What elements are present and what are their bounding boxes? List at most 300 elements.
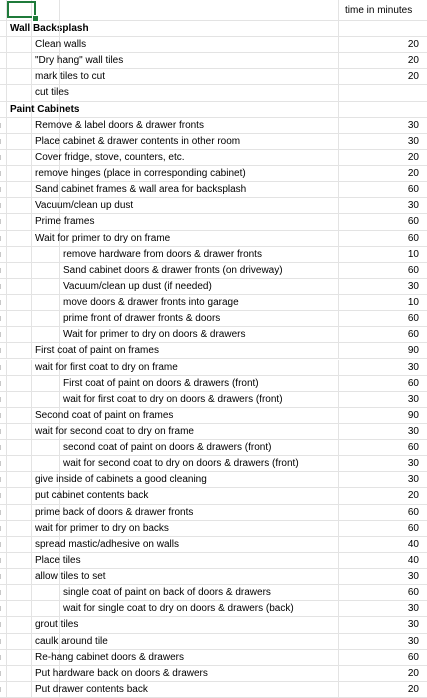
cell[interactable] [60, 0, 339, 20]
row-edge-mark [0, 348, 4, 353]
task-row [0, 456, 427, 472]
cell[interactable] [7, 198, 32, 213]
cell[interactable] [60, 327, 339, 342]
cell[interactable] [32, 37, 87, 52]
task-row [0, 650, 427, 666]
cell[interactable] [7, 166, 32, 181]
cell[interactable] [7, 37, 32, 52]
time-cell[interactable]: 30 [407, 135, 419, 147]
cell[interactable] [0, 553, 7, 568]
task-label: Place cabinet & drawer contents in other room [35, 135, 241, 147]
cell[interactable] [0, 118, 7, 133]
time-cell[interactable] [339, 85, 427, 100]
cell[interactable] [0, 198, 7, 213]
section-header-row [0, 102, 427, 118]
task-row [0, 634, 427, 650]
cell[interactable] [7, 424, 32, 439]
time-cell[interactable]: 20 [407, 667, 419, 679]
cell[interactable] [0, 424, 7, 439]
row-edge-mark [0, 526, 4, 531]
cell[interactable] [60, 102, 339, 117]
task-row [0, 134, 427, 150]
cell[interactable] [32, 295, 60, 310]
cell[interactable] [32, 166, 246, 181]
row-edge-mark [0, 413, 4, 418]
task-label: put cabinet contents back [35, 490, 149, 502]
time-cell[interactable]: 20 [407, 39, 419, 51]
time-cell[interactable]: 30 [407, 361, 419, 373]
cell[interactable] [60, 118, 339, 133]
cell[interactable] [60, 295, 339, 310]
time-cell[interactable]: 30 [407, 425, 419, 437]
task-row [0, 472, 427, 488]
cell[interactable] [7, 214, 32, 229]
cell[interactable] [32, 488, 149, 503]
cell[interactable] [0, 569, 7, 584]
task-row [0, 392, 427, 408]
task-row [0, 376, 427, 392]
cell[interactable] [0, 601, 7, 616]
cell[interactable] [32, 198, 134, 213]
cell[interactable] [60, 134, 339, 149]
cell[interactable] [7, 134, 32, 149]
cell[interactable] [7, 617, 32, 632]
row-edge-mark [0, 558, 4, 563]
time-cell[interactable]: 60 [407, 651, 419, 663]
cell[interactable] [0, 682, 7, 697]
cell[interactable] [32, 343, 159, 358]
cell[interactable] [32, 69, 106, 84]
row-edge-mark [0, 187, 4, 192]
row-edge-mark [0, 300, 4, 305]
cell[interactable] [0, 214, 7, 229]
cell[interactable] [0, 440, 7, 455]
task-label: First coat of paint on frames [35, 345, 159, 357]
cell[interactable] [0, 263, 7, 278]
time-cell[interactable]: 60 [407, 522, 419, 534]
cell[interactable] [32, 537, 179, 552]
cell[interactable] [7, 408, 32, 423]
task-row [0, 118, 427, 134]
cell[interactable] [60, 214, 339, 229]
cell[interactable] [0, 279, 7, 294]
time-cell[interactable]: 30 [407, 458, 419, 470]
time-cell[interactable]: 30 [407, 119, 419, 131]
cell[interactable] [60, 360, 339, 375]
task-label: wait for first coat to dry on doors & drawers (front) [63, 393, 283, 405]
cell[interactable] [60, 150, 339, 165]
cell[interactable] [7, 569, 32, 584]
time-cell[interactable]: 30 [407, 393, 419, 405]
cell[interactable] [7, 311, 32, 326]
cell[interactable] [60, 440, 339, 455]
row-edge-mark [0, 219, 4, 224]
time-column-header[interactable]: time in minutes [345, 5, 413, 16]
task-label: mark tiles to cut [35, 71, 106, 83]
cell[interactable] [32, 263, 60, 278]
cell[interactable] [32, 327, 60, 342]
time-cell[interactable]: 40 [407, 554, 419, 566]
cell[interactable] [7, 601, 32, 616]
row-edge-mark [0, 268, 4, 273]
cell[interactable] [0, 0, 7, 20]
cell[interactable] [0, 488, 7, 503]
time-cell[interactable]: 20 [407, 490, 419, 502]
task-label: Vacuum/clean up dust [35, 200, 134, 212]
cell[interactable] [0, 150, 7, 165]
cell[interactable] [32, 601, 60, 616]
task-row [0, 150, 427, 166]
cell[interactable] [60, 650, 339, 665]
cell[interactable] [0, 69, 7, 84]
time-cell[interactable]: 40 [407, 538, 419, 550]
cell[interactable] [60, 376, 339, 391]
cell[interactable] [0, 666, 7, 681]
cell[interactable] [32, 424, 194, 439]
cell[interactable] [7, 537, 32, 552]
cell[interactable] [60, 53, 339, 68]
cell[interactable] [60, 424, 339, 439]
task-label: Vacuum/clean up dust (if needed) [63, 280, 212, 292]
time-cell[interactable]: 20 [407, 55, 419, 67]
cell[interactable] [0, 21, 7, 36]
cell[interactable] [7, 360, 32, 375]
cell[interactable] [60, 488, 339, 503]
task-row [0, 360, 427, 376]
cell[interactable] [7, 392, 32, 407]
cell[interactable] [60, 166, 339, 181]
time-cell[interactable]: 30 [407, 280, 419, 292]
cell[interactable] [32, 231, 171, 246]
time-cell[interactable]: 10 [407, 297, 419, 309]
cell[interactable] [32, 85, 69, 100]
cell[interactable] [0, 585, 7, 600]
cell[interactable] [7, 182, 32, 197]
cell[interactable] [0, 617, 7, 632]
cell[interactable] [7, 343, 32, 358]
task-row [0, 666, 427, 682]
row-edge-mark [0, 655, 4, 660]
cell[interactable] [32, 505, 194, 520]
cell[interactable] [7, 150, 32, 165]
row-edge-mark [0, 606, 4, 611]
time-cell[interactable]: 60 [407, 264, 419, 276]
row-edge-mark [0, 316, 4, 321]
cell[interactable] [0, 166, 7, 181]
task-label: grout tiles [35, 619, 79, 631]
cell[interactable] [0, 537, 7, 552]
cell[interactable] [32, 617, 79, 632]
cell[interactable] [7, 53, 32, 68]
cell[interactable] [32, 53, 124, 68]
cell[interactable] [32, 408, 174, 423]
task-label: Cover fridge, stove, counters, etc. [35, 151, 185, 163]
cell[interactable] [7, 231, 32, 246]
cell[interactable] [32, 521, 169, 536]
cell[interactable] [60, 69, 339, 84]
cell[interactable] [7, 85, 32, 100]
time-cell[interactable]: 20 [407, 71, 419, 83]
cell[interactable] [0, 376, 7, 391]
cell[interactable] [7, 650, 32, 665]
cell[interactable] [0, 102, 7, 117]
cell[interactable] [60, 537, 339, 552]
section-title: Paint Cabinets [10, 103, 80, 115]
cell[interactable] [7, 521, 32, 536]
cell[interactable] [32, 585, 60, 600]
cell[interactable] [60, 392, 339, 407]
task-row [0, 214, 427, 230]
cell[interactable] [60, 521, 339, 536]
cell[interactable] [0, 650, 7, 665]
cell[interactable] [0, 85, 7, 100]
task-row [0, 569, 427, 585]
cell[interactable] [60, 472, 339, 487]
cell[interactable] [0, 634, 7, 649]
task-row [0, 311, 427, 327]
time-cell[interactable]: 30 [407, 619, 419, 631]
cell[interactable] [0, 231, 7, 246]
time-cell[interactable]: 60 [407, 506, 419, 518]
cell[interactable] [7, 472, 32, 487]
task-label: remove hardware from doors & drawer fronts [63, 248, 262, 260]
task-row [0, 295, 427, 311]
cell[interactable] [60, 553, 339, 568]
task-row [0, 231, 427, 247]
time-cell[interactable]: 90 [407, 409, 419, 421]
row-edge-mark [0, 203, 4, 208]
time-cell[interactable]: 30 [407, 603, 419, 615]
task-row [0, 85, 427, 101]
cell[interactable] [32, 650, 184, 665]
row-edge-mark [0, 687, 4, 692]
task-label: Remove & label doors & drawer fronts [35, 119, 204, 131]
cell[interactable] [60, 263, 339, 278]
row-edge-mark [0, 461, 4, 466]
time-cell[interactable]: 30 [407, 635, 419, 647]
row-edge-mark [0, 671, 4, 676]
cell[interactable] [60, 21, 339, 36]
task-label: give inside of cabinets a good cleaning [35, 474, 207, 486]
cell[interactable] [32, 634, 108, 649]
time-cell[interactable]: 30 [407, 571, 419, 583]
cell[interactable] [60, 311, 339, 326]
task-label: "Dry hang" wall tiles [35, 55, 124, 67]
cell[interactable] [60, 585, 339, 600]
cell[interactable] [60, 37, 339, 52]
task-label: Put hardware back on doors & drawers [35, 667, 208, 679]
cell[interactable] [32, 682, 148, 697]
task-label: Wait for primer to dry on frame [35, 232, 171, 244]
task-row [0, 53, 427, 69]
cell[interactable] [7, 21, 89, 36]
row-edge-mark [0, 477, 4, 482]
cell[interactable] [32, 569, 106, 584]
cell[interactable] [0, 53, 7, 68]
cell[interactable] [7, 440, 32, 455]
cell[interactable] [7, 279, 32, 294]
cell[interactable] [32, 214, 95, 229]
cell[interactable] [32, 247, 60, 262]
cell[interactable] [7, 682, 32, 697]
task-label: Second coat of paint on frames [35, 409, 174, 421]
cell[interactable] [7, 376, 32, 391]
cell[interactable] [0, 327, 7, 342]
cell[interactable] [7, 666, 32, 681]
time-cell[interactable]: 60 [407, 377, 419, 389]
task-label: First coat of paint on doors & drawers (front) [63, 377, 259, 389]
cell[interactable] [0, 37, 7, 52]
cell[interactable] [0, 247, 7, 262]
row-edge-mark [0, 284, 4, 289]
cell[interactable] [32, 360, 178, 375]
cell[interactable] [60, 505, 339, 520]
time-cell[interactable]: 60 [407, 216, 419, 228]
task-label: second coat of paint on doors & drawers (front) [63, 442, 272, 454]
cell[interactable] [0, 456, 7, 471]
task-row [0, 37, 427, 53]
cell[interactable] [60, 456, 339, 471]
task-row [0, 585, 427, 601]
task-row [0, 617, 427, 633]
time-cell[interactable] [339, 21, 427, 36]
time-cell[interactable]: 60 [407, 329, 419, 341]
cell[interactable] [7, 505, 32, 520]
task-label: wait for second coat to dry on doors & drawers (front) [63, 458, 299, 470]
time-cell[interactable] [339, 102, 427, 117]
cell[interactable] [32, 553, 81, 568]
task-label: move doors & drawer fronts into garage [63, 297, 239, 309]
row-edge-mark [0, 155, 4, 160]
cell[interactable] [60, 85, 339, 100]
task-row [0, 263, 427, 279]
cell[interactable] [32, 666, 208, 681]
cell[interactable] [7, 553, 32, 568]
time-cell[interactable]: 60 [407, 587, 419, 599]
cell[interactable] [7, 247, 32, 262]
cell[interactable] [0, 521, 7, 536]
task-label: Place tiles [35, 554, 81, 566]
cell[interactable] [0, 343, 7, 358]
cell[interactable] [32, 118, 204, 133]
task-label: Sand cabinet frames & wall area for backsplash [35, 184, 247, 196]
time-cell[interactable]: 20 [407, 168, 419, 180]
cell[interactable] [32, 440, 60, 455]
cell[interactable] [32, 376, 60, 391]
cell[interactable] [0, 311, 7, 326]
cell[interactable] [7, 295, 32, 310]
cell[interactable] [60, 569, 339, 584]
cell[interactable] [32, 21, 60, 36]
cell[interactable] [32, 150, 185, 165]
cell[interactable] [60, 247, 339, 262]
task-label: Wait for primer to dry on doors & drawers [63, 329, 246, 341]
task-label: wait for first coat to dry on frame [35, 361, 178, 373]
time-cell[interactable]: 30 [407, 474, 419, 486]
task-label: Re-hang cabinet doors & drawers [35, 651, 184, 663]
cell[interactable] [60, 198, 339, 213]
cell[interactable] [32, 182, 247, 197]
cell[interactable] [7, 102, 80, 117]
cell[interactable] [32, 311, 60, 326]
task-row [0, 182, 427, 198]
row-edge-mark [0, 590, 4, 595]
cell[interactable] [7, 488, 32, 503]
cell[interactable] [7, 327, 32, 342]
cell[interactable] [60, 343, 339, 358]
cell[interactable] [7, 69, 32, 84]
task-row [0, 408, 427, 424]
task-row [0, 505, 427, 521]
cell[interactable] [0, 295, 7, 310]
task-label: prime back of doors & drawer fronts [35, 506, 194, 518]
row-edge-mark [0, 381, 4, 386]
time-cell[interactable]: 20 [407, 683, 419, 695]
cell[interactable] [32, 102, 60, 117]
row-edge-mark [0, 493, 4, 498]
row-edge-mark [0, 622, 4, 627]
cell[interactable] [0, 505, 7, 520]
cell[interactable] [0, 472, 7, 487]
cell[interactable] [0, 392, 7, 407]
cell[interactable] [0, 360, 7, 375]
cell[interactable] [7, 456, 32, 471]
cell[interactable] [32, 472, 207, 487]
cell[interactable] [7, 585, 32, 600]
time-cell[interactable]: 60 [407, 232, 419, 244]
task-row [0, 682, 427, 698]
cell[interactable] [60, 666, 339, 681]
row-edge-mark [0, 542, 4, 547]
cell[interactable] [7, 118, 32, 133]
fill-handle[interactable] [32, 15, 39, 22]
task-row [0, 327, 427, 343]
row-edge-mark [0, 252, 4, 257]
cell[interactable] [60, 601, 339, 616]
cell[interactable] [60, 408, 339, 423]
time-cell[interactable]: 90 [407, 345, 419, 357]
section-title: Wall Backsplash [10, 23, 89, 34]
cell[interactable] [7, 263, 32, 278]
cell[interactable] [0, 182, 7, 197]
task-row [0, 343, 427, 359]
cell[interactable] [32, 134, 241, 149]
task-row [0, 247, 427, 263]
time-cell[interactable]: 60 [407, 313, 419, 325]
time-cell[interactable]: 20 [407, 151, 419, 163]
time-cell[interactable]: 60 [407, 442, 419, 454]
cell[interactable] [60, 279, 339, 294]
cell[interactable] [60, 231, 339, 246]
time-cell[interactable]: 60 [407, 184, 419, 196]
cell[interactable] [60, 634, 339, 649]
cell[interactable] [60, 682, 339, 697]
cell[interactable] [60, 617, 339, 632]
cell[interactable] [0, 134, 7, 149]
cell[interactable] [32, 279, 60, 294]
cell[interactable] [32, 456, 60, 471]
cell[interactable] [0, 408, 7, 423]
cell[interactable] [7, 634, 32, 649]
time-cell[interactable]: 30 [407, 200, 419, 212]
row-edge-mark [0, 429, 4, 434]
task-label: single coat of paint on back of doors & drawers [63, 587, 271, 599]
row-edge-mark [0, 236, 4, 241]
cell[interactable] [60, 182, 339, 197]
task-label: caulk around tile [35, 635, 108, 647]
cell[interactable] [32, 392, 60, 407]
time-cell[interactable]: 10 [407, 248, 419, 260]
